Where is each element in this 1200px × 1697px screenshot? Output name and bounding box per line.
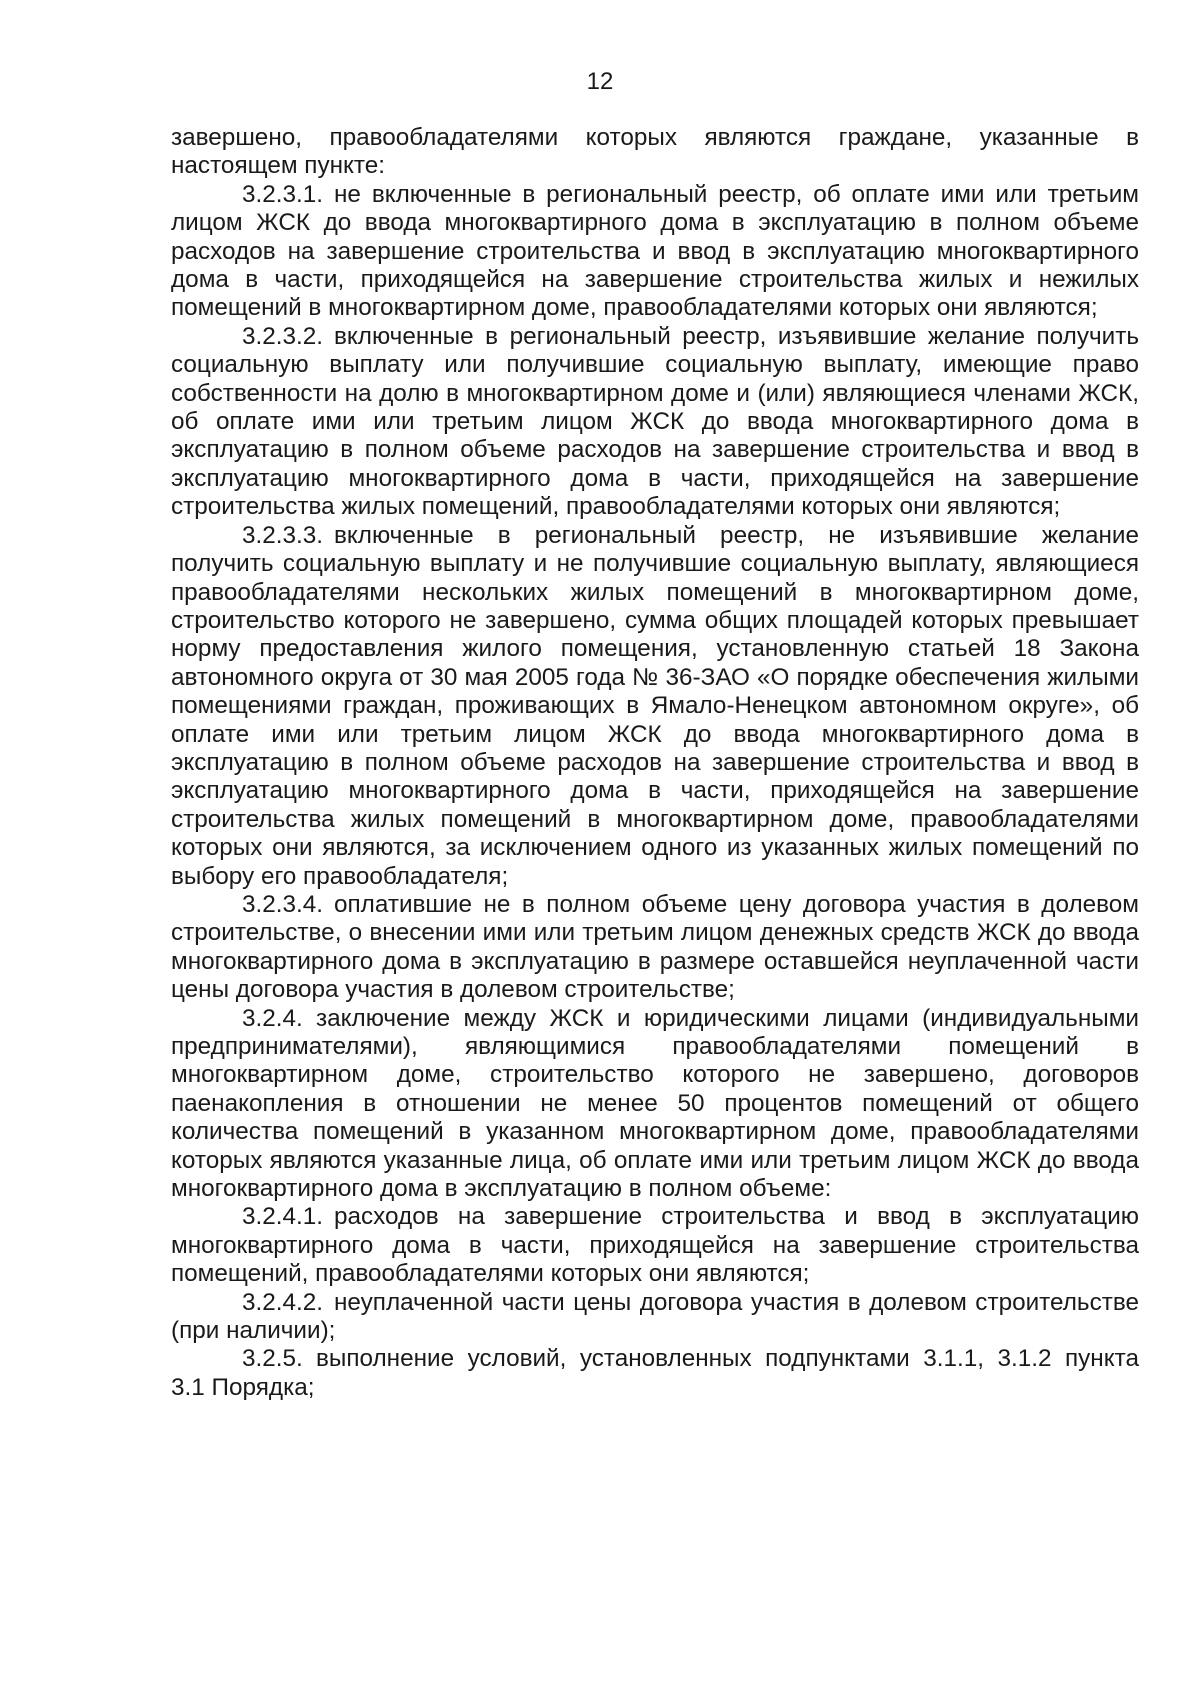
paragraph-3-2-3-3 [171,522,1139,891]
clause-text: расходов на завершение строительства и ввод в эксплуатацию многоквартирного дома в части, приходящейся на завершение строительства помещений, правообладателями которых они являются; [171,1203,1139,1288]
clause-text: не включенные в региональный реестр, об оплате ими или третьим лицом ЖСК до ввода многоквартирного дома в эксплуатацию в полном объеме расходов на завершение строительства и ввод в эксплуатацию многоквартирного дома в части, приходящейся на завершение строительства жилых и нежилых помещений в многоквартирном доме, правообладателями которых они являются; [171,180,1139,322]
paragraph-3-2-3-1 [171,181,1139,323]
paragraph-3-2-4-1 [171,1203,1139,1288]
clause-text: оплатившие не в полном объеме цену договора участия в долевом строительстве, о внесении ими или третьим лицом денежных средств ЖСК до ввода многоквартирного дома в эксплуатацию в размере оставшейся неуплаченной части цены договора участия в долевом строительстве; [171,890,1139,1004]
clause-text: неуплаченной части цены договора участия в долевом строительстве (при наличии); [171,1288,1139,1345]
paragraph-intro: завершено, правообладателями которых являются граждане, указанные в настоящем пункте: [171,124,1139,180]
clause-number: 3.2.4.2. [242,1288,324,1316]
paragraph-3-2-5 [171,1345,1139,1402]
clause-number: 3.2.4. [242,1004,303,1032]
clause-text: включенные в региональный реестр, изъявившие желание получить социальную выплату или получившие социальную выплату, имеющие право собственности на долю в многоквартирном доме и (или) являющиеся членами ЖСК, об оплате ими или третьим лицом ЖСК до ввода многоквартирного дома в эксплуатацию в полном объеме расходов на завершение строительства и ввод в эксплуатацию многоквартирного дома в части, приходящейся на завершение строительства жилых помещений, правообладателями которых они являются; [171,322,1139,521]
clause-number: 3.2.3.2. [242,322,324,350]
paragraph-3-2-3-2 [171,323,1139,522]
clause-text: выполнение условий, установленных подпунктами 3.1.1, 3.1.2 пункта 3.1 Порядка; [171,1345,1139,1401]
page-number: 12 [586,68,614,95]
clause-text: заключение между ЖСК и юридическими лицами (индивидуальными предпринимателями), являющимися правообладателями помещений в многоквартирном доме, строительство которого не завершено, договоров паенакопления в отношении не менее 50 процентов помещений от общего количества помещений в указанном многоквартирном доме, правообладателями которых являются указанные лица, об оплате ими или третьим лицом ЖСК до ввода многоквартирного дома в эксплуатацию в полном объеме: [171,1004,1139,1203]
paragraph-3-2-3-4 [171,891,1139,1005]
clause-number: 3.2.3.3. [242,521,324,549]
clause-number: 3.2.3.4. [242,890,324,918]
clause-number: 3.2.3.1. [242,180,324,208]
document-body [171,124,1139,1402]
paragraph-3-2-4-2 [171,1289,1139,1346]
paragraph-3-2-4 [171,1005,1139,1204]
clause-number: 3.2.4.1. [242,1203,324,1231]
clause-text: включенные в региональный реестр, не изъявившие желание получить социальную выплату и не получившие социальную выплату, являющиеся правообладателями нескольких жилых помещений в многоквартирном доме, строительство которого не завершено, сумма общих площадей которых превышает норму предоставления жилого помещения, установленную статьей 18 Закона автономного округа от 30 мая 2005 года № 36-ЗАО «О порядке обеспечения жилыми помещениями граждан, проживающих в Ямало-Ненецком автономном округе», об оплате ими или третьим лицом ЖСК до ввода многоквартирного дома в эксплуатацию в полном объеме расходов на завершение строительства и ввод в эксплуатацию многоквартирного дома в части, приходящейся на завершение строительства жилых помещений в многоквартирном доме, правообладателями которых они являются, за исключением одного из указанных жилых помещений по выбору его правообладателя; [171,521,1139,890]
clause-number: 3.2.5. [242,1345,303,1373]
